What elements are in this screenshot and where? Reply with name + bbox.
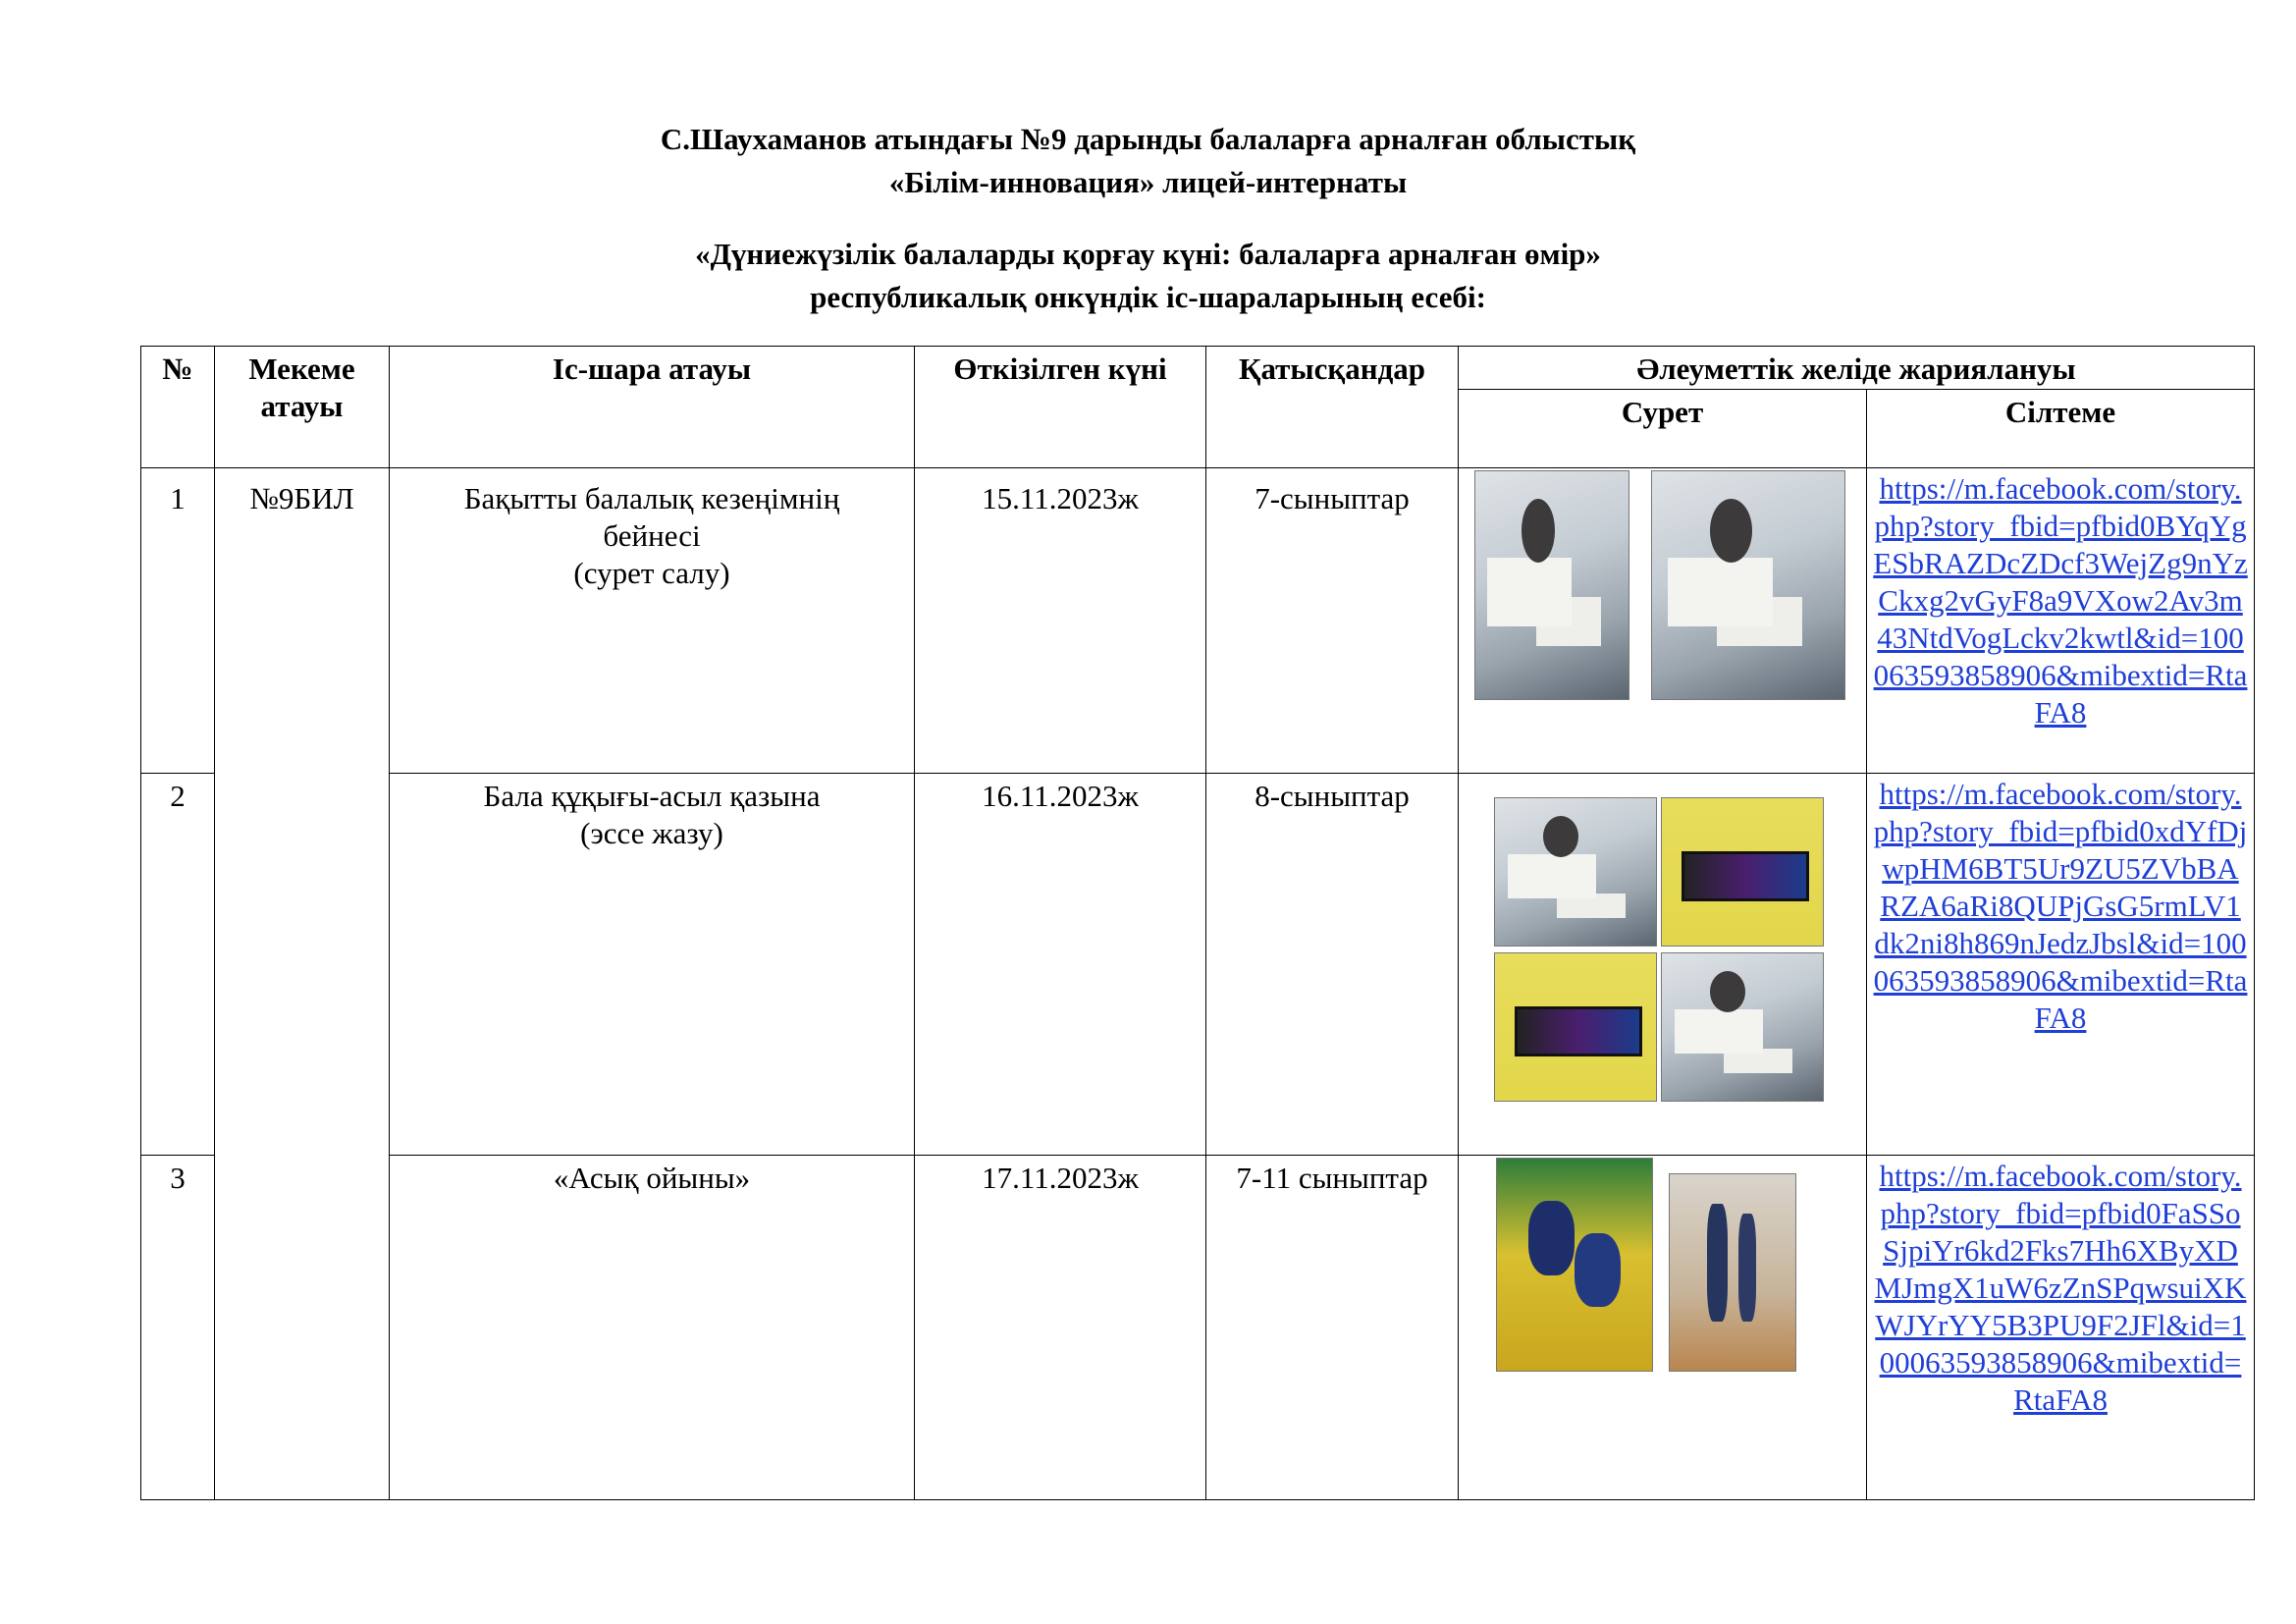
facebook-link[interactable]: https://m.facebook.com/story.php?story_fbid=pfbid0FaSSoSjpiYr6kd2Fks7Hh6XByXDMJmgX1uW6zZnSPqwsuiXKWJYrYY5B3PU9F2JFl&id=100063593858906&mibextid=RtaFA8	[1867, 1156, 2255, 1500]
header-organization: Мекеме атауы	[215, 347, 390, 468]
document-title	[0, 118, 2296, 204]
header-social-media: Әлеуметтік желіде жариялануы	[1459, 347, 2255, 390]
header-photo: Сурет	[1459, 390, 1867, 468]
table-row	[141, 1156, 2255, 1500]
event-photo	[1494, 952, 1657, 1102]
event-photo	[1669, 1173, 1796, 1372]
event-name-line: Бала құқығы-асыл қазына	[483, 779, 821, 813]
event-name-line: (эссе жазу)	[580, 816, 723, 850]
photo-cell	[1459, 1156, 1867, 1500]
photo-cell	[1459, 774, 1867, 1156]
event-date: 16.11.2023ж	[915, 774, 1206, 1156]
event-name-line: Бақытты балалық кезеңімнің	[463, 481, 840, 515]
header-participants: Қатысқандар	[1206, 347, 1459, 468]
event-date: 15.11.2023ж	[915, 468, 1206, 774]
organization-name: №9БИЛ	[215, 468, 390, 1500]
photo-cell	[1459, 468, 1867, 774]
event-photo	[1661, 952, 1824, 1102]
event-name	[390, 1156, 915, 1500]
header-number: №	[141, 347, 215, 468]
title-line-2: «Білім-инновация» лицей-интернаты	[888, 165, 1408, 199]
row-number: 1	[141, 468, 215, 774]
subtitle-line-1: «Дүниежүзілік балаларды қорғау күні: балаларға арналған өмір»	[695, 237, 1601, 271]
event-participants: 7-11 сыныптар	[1206, 1156, 1459, 1500]
event-photo	[1651, 470, 1845, 700]
header-event-name: Іс-шара атауы	[390, 347, 915, 468]
header-date: Өткізілген күні	[915, 347, 1206, 468]
row-number: 2	[141, 774, 215, 1156]
table-row	[141, 774, 2255, 1156]
event-photo	[1474, 470, 1629, 700]
row-number: 3	[141, 1156, 215, 1500]
header-link: Сілтеме	[1867, 390, 2255, 468]
event-name-line: бейнесі	[603, 518, 701, 553]
event-participants: 8-сыныптар	[1206, 774, 1459, 1156]
event-participants: 7-сыныптар	[1206, 468, 1459, 774]
document-subtitle	[0, 233, 2296, 319]
event-name	[390, 468, 915, 774]
facebook-link[interactable]: https://m.facebook.com/story.php?story_fbid=pfbid0xdYfDjwpHM6BT5Ur9ZU5ZVbBARZA6aRi8QUPjGsG5rmLV1dk2ni8h869nJedzJbsl&id=100063593858906&mibextid=RtaFA8	[1867, 774, 2255, 1156]
event-photo	[1496, 1158, 1653, 1372]
title-line-1: С.Шаухаманов атындағы №9 дарынды балаларға арналған облыстық	[660, 122, 1636, 156]
facebook-link[interactable]: https://m.facebook.com/story.php?story_fbid=pfbid0BYqYgESbRAZDcZDcf3WejZg9nYzCkxg2vGyF8a9VXow2Av3m43NtdVogLckv2kwtl&id=100063593858906&mibextid=RtaFA8	[1867, 468, 2255, 774]
event-name	[390, 774, 915, 1156]
event-photo	[1661, 797, 1824, 947]
event-date: 17.11.2023ж	[915, 1156, 1206, 1500]
event-name-line: (сурет салу)	[573, 556, 730, 590]
report-table	[140, 346, 2255, 1500]
event-name-line: «Асық ойыны»	[553, 1161, 751, 1195]
table-row	[141, 468, 2255, 774]
subtitle-line-2: республикалық онкүндік іс-шараларының есебі:	[810, 280, 1486, 314]
event-photo	[1494, 797, 1657, 947]
